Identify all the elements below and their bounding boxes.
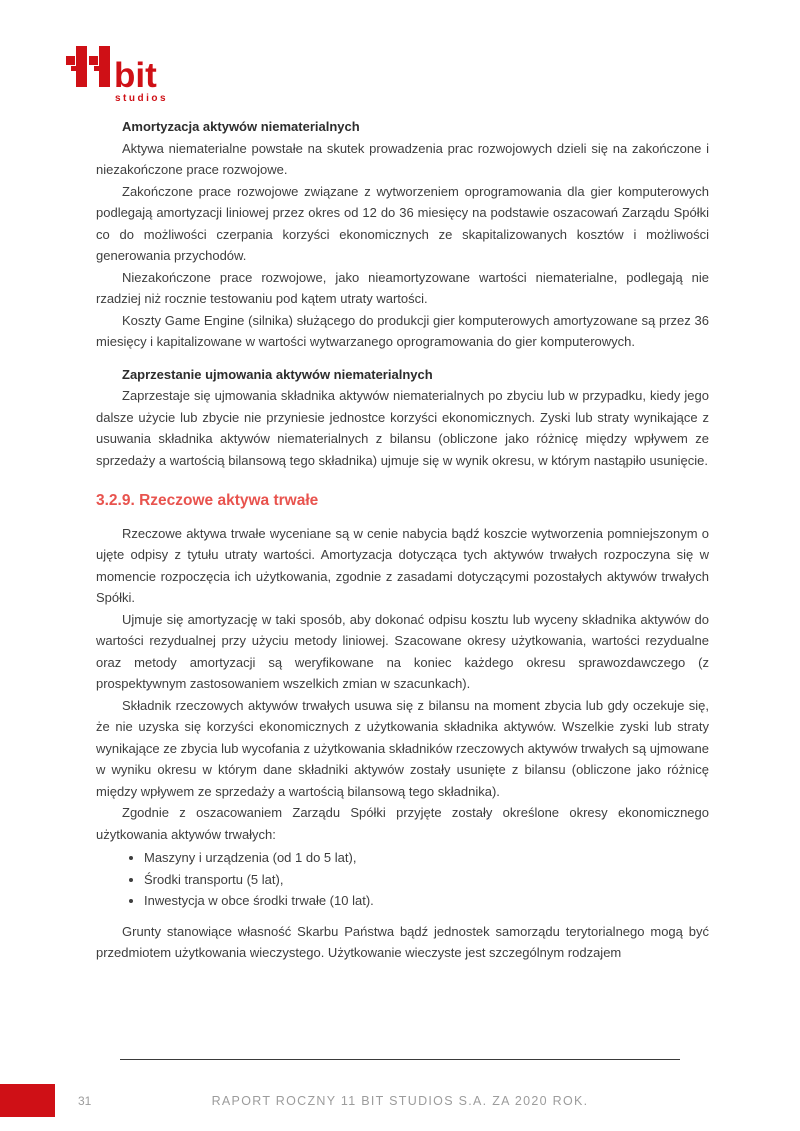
list-item xyxy=(144,890,709,912)
useful-life-list xyxy=(122,847,709,912)
logo-11-pixel-glyph xyxy=(66,46,110,87)
paragraph: Zgodnie z oszacowaniem Zarządu Spółki przyjęte zostały określone okresy ekonomicznego użytkowania aktywów trwałych: xyxy=(96,805,709,842)
footer-report-title: RAPORT ROCZNY 11 BIT STUDIOS S.A. ZA 2020 ROK. xyxy=(211,1094,589,1108)
logo-bit-text: bit xyxy=(114,56,157,95)
section-heading: Zaprzestanie ujmowania aktywów niematerialnych xyxy=(122,366,433,382)
numbered-section-heading: 3.2.9. Rzeczowe aktywa trwałe xyxy=(96,492,319,509)
paragraph: Zaprzestaje się ujmowania składnika aktywów niematerialnych po zbyciu lub w przypadku, kiedy jego dalsze użycie lub zbycie nie przyniesie jednostce korzyści ekonomicznych. Zyski lub straty wynikające z usuwania składnika aktywów niematerialnych z bilansu (obliczone jako różnicę między wpływem ze sprzedaży a wartością bilansową tego składnika) ujmuje się w wynik okresu, w którym nastąpiło usunięcie. xyxy=(96,388,709,468)
list-item xyxy=(144,847,709,869)
paragraph: Grunty stanowiące własność Skarbu Państwa bądź jednostek samorządu terytorialnego mogą być przedmiotem użytkowania wieczystego. Użytkowanie wieczyste jest szczególnym rodzajem xyxy=(96,923,709,960)
paragraph: Aktywa niematerialne powstałe na skutek prowadzenia prac rozwojowych dzieli się na zakończone i niezakończone prace rozwojowe. xyxy=(96,140,709,177)
paragraph: Zakończone prace rozwojowe związane z wytworzeniem oprogramowania dla gier komputerowych podlegają amortyzacji liniowej przez okres od 12 do 36 miesięcy na podstawie oszacowań Zarządu Spółki co do możliwości czerpania korzyści ekonomicznych ze skapitalizowanych kosztów i możliwości generowania przychodów. xyxy=(96,183,709,263)
paragraph: Koszty Game Engine (silnika) służącego do produkcji gier komputerowych amortyzowane są przez 36 miesięcy i kapitalizowane w wartości wytwarzanego oprogramowania do gier komputerowych. xyxy=(96,312,709,349)
logo-graphic xyxy=(62,42,170,106)
section-amortyzacja-aktywow xyxy=(96,116,709,353)
paragraph: Rzeczowe aktywa trwałe wyceniane są w cenie nabycia bądź koszcie wytworzenia pomniejszonym o ujęte odpisy z tytułu utraty wartości. Amortyzacja dotycząca tych aktywów trwałych rozpoczyna się w momencie rozpoczęcia ich użytkowania, zgodnie z zasadami dotyczącymi pozostałych aktywów trwałych Spółki. xyxy=(96,525,709,605)
paragraph: Ujmuje się amortyzację w taki sposób, aby dokonać odpisu kosztu lub wyceny składnika aktywów do wartości rezydualnej przy użyciu metody liniowej. Szacowane okresy użytkowania, wartości rezydualne oraz metody amortyzacji są weryfikowane na koniec każdego okresu sprawozdawczego (z prospektywnym zastosowaniem wszelkich zmian w szacunkach). xyxy=(96,611,709,691)
section-rzeczowe-aktywa-trwale xyxy=(96,490,709,964)
list-item-text: Inwestycja w obce środki trwałe (10 lat). xyxy=(144,893,374,908)
section-heading: Amortyzacja aktywów niematerialnych xyxy=(122,119,360,134)
logo-studios-text: studios xyxy=(115,93,169,104)
section-zaprzestanie-ujmowania xyxy=(96,364,709,472)
list-item xyxy=(144,869,709,891)
paragraph: Niezakończone prace rozwojowe, jako nieamortyzowane wartości niematerialne, podlegają nie rzadziej niż rocznie testowaniu pod kątem utraty wartości. xyxy=(96,269,709,306)
page-number: 31 xyxy=(78,1094,92,1108)
list-item-text: Środki transportu (5 lat), xyxy=(144,871,284,887)
company-logo xyxy=(62,42,170,106)
paragraph: Składnik rzeczowych aktywów trwałych usuwa się z bilansu na moment zbycia lub gdy oczekuje się, że nie uzyska się korzyści ekonomicznych z użytkowania składnika aktywów. Wszelkie zyski lub straty wynikające ze zbycia lub wycofania z użytkowania składników rzeczowych aktywów trwałych są ujmowane w wyniku okresu w którym dane składniki aktywów zostały usunięte z bilansu (obliczone jako różnicę między wpływem ze sprzedaży a wartością bilansową tego składnika). xyxy=(96,697,709,799)
page-content xyxy=(96,116,709,964)
footer-divider xyxy=(120,1059,680,1060)
list-item-text: Maszyny i urządzenia (od 1 do 5 lat), xyxy=(144,850,357,865)
